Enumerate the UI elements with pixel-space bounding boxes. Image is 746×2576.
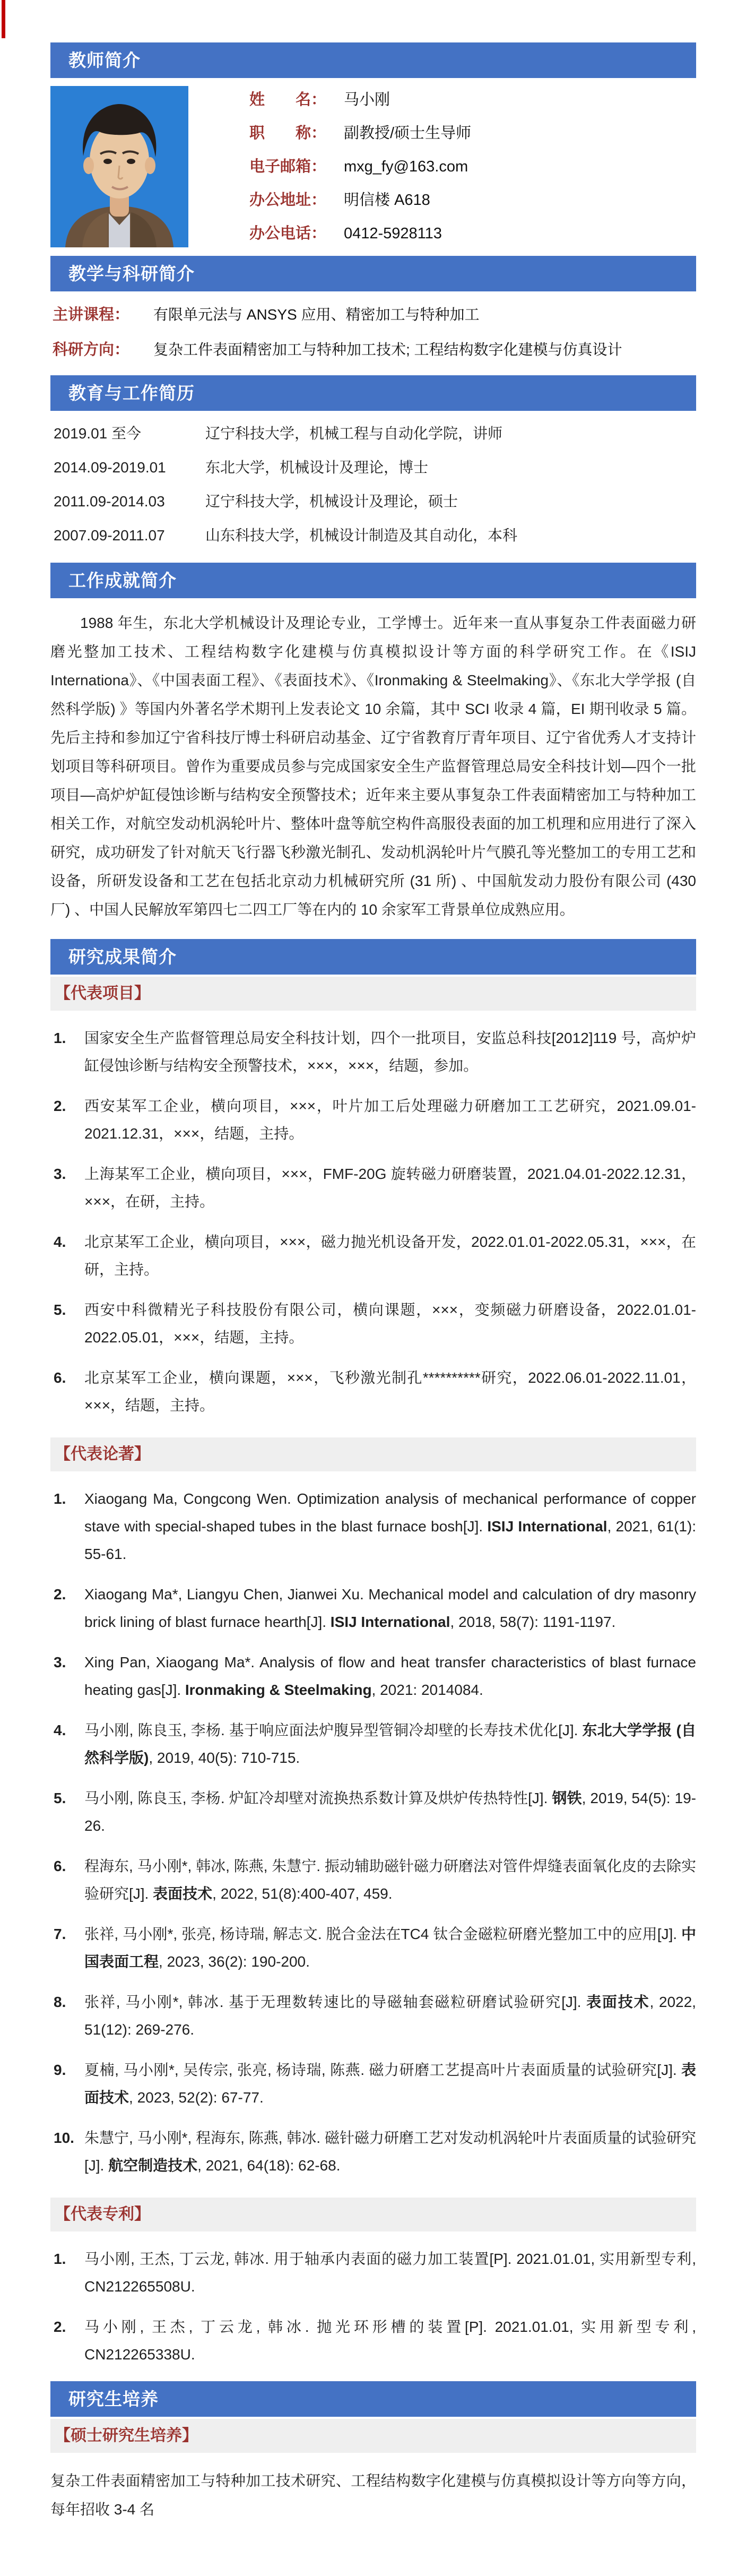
education-period: 2014.09-2019.01 [54, 459, 166, 476]
field-name-value: 马小刚 [344, 91, 391, 108]
section-banner-research-results: 研究成果简介 [50, 939, 696, 975]
paper-citation: Xing Pan, Xiaogang Ma*. Analysis of flow and heat transfer characteristics of blast furnace heating gas[J]. [84, 1654, 696, 1698]
field-email [249, 156, 696, 177]
patents-list [50, 2245, 696, 2368]
paper-journal: 钢铁 [552, 1790, 582, 1806]
project-number: 6. [54, 1369, 66, 1386]
subheader-representative-projects: 【代表项目】 [50, 977, 696, 1011]
field-title [249, 123, 696, 144]
project-item [54, 1092, 696, 1148]
paper-number: 5. [54, 1790, 66, 1806]
projects-list [50, 1024, 696, 1419]
graduate-training-text: 复杂工件表面精密加工与特种加工技术研究、工程结构数字化建模与仿真模拟设计等方向等方向，每年招收 3-4 名 [50, 2472, 696, 2518]
paper-journal: ISIJ International [330, 1614, 450, 1630]
paper-item [54, 1717, 696, 1772]
section-banner-education-work: 教育与工作简历 [50, 375, 696, 411]
education-rows [50, 411, 696, 563]
education-row [54, 458, 696, 478]
research-direction-value: 复杂工件表面精密加工与特种加工技术; 工程结构数字化建模与仿真设计 [153, 341, 622, 358]
paper-text [84, 1485, 696, 1568]
project-text: 北京某军工企业，横向项目，×××，磁力抛光机设备开发，2022.01.01-2022.05.31，×××，在研，主持。 [84, 1234, 696, 1278]
paper-number: 10. [54, 2130, 74, 2146]
paper-number: 4. [54, 1722, 66, 1738]
paper-text [84, 1581, 696, 1636]
field-office-phone [249, 223, 696, 244]
project-number: 3. [54, 1166, 66, 1182]
teaching-courses-row [53, 303, 696, 326]
research-direction-label: 科研方向： [53, 341, 130, 358]
paper-number: 7. [54, 1926, 66, 1942]
paper-number: 9. [54, 2062, 66, 2078]
paper-item [54, 1920, 696, 1976]
project-item [54, 1024, 696, 1080]
paper-number: 8. [54, 1994, 66, 2010]
paper-text [84, 2124, 696, 2179]
paper-journal: 中国表面工程 [84, 1926, 696, 1970]
paper-citation: 张祥, 马小刚*, 韩冰. 基于无理数转速比的导磁轴套磁粒研磨试验研究[J]. [84, 1994, 587, 2010]
courses-value: 有限单元法与 ANSYS 应用、精密加工与特种加工 [153, 306, 480, 323]
section-banner-achievements: 工作成就简介 [50, 563, 696, 598]
field-title-value: 副教授/硕士生导师 [344, 125, 472, 142]
project-number: 1. [54, 1030, 66, 1046]
subheader-representative-patents: 【代表专利】 [50, 2198, 696, 2232]
education-row [54, 424, 696, 444]
education-period: 2019.01 至今 [54, 425, 141, 442]
paper-citation: 马小刚, 陈良玉, 李杨. 基于响应面法炉腹异型管铜冷却壁的长寿技术优化[J]. [84, 1722, 583, 1738]
paper-journal: Ironmaking & Steelmaking [185, 1682, 372, 1698]
project-item [54, 1364, 696, 1419]
paper-item [54, 1485, 696, 1568]
profile-fields [188, 86, 696, 247]
paper-journal: 航空制造技术 [108, 2157, 198, 2174]
courses-label: 主讲课程： [53, 306, 130, 323]
paper-item [54, 1988, 696, 2044]
patent-item [54, 2245, 696, 2301]
paper-number: 3. [54, 1654, 66, 1670]
patent-number: 2. [54, 2319, 66, 2335]
project-number: 4. [54, 1234, 66, 1250]
field-office-address [249, 189, 696, 211]
education-desc: 山东科技大学，机械设计制造及其自动化，本科 [205, 527, 518, 544]
field-email-label: 电子邮箱： [249, 158, 327, 175]
paper-number: 6. [54, 1858, 66, 1874]
paper-journal: 东北大学学报 (自然科学版) [84, 1722, 697, 1766]
subheader-master-training: 【硕士研究生培养】 [50, 2419, 696, 2453]
education-period: 2007.09-2011.07 [54, 527, 165, 544]
paper-citation-tail: , 2022, 51(8):400-407, 459. [212, 1885, 393, 1902]
field-title-label: 职 称： [249, 125, 327, 142]
paper-citation-tail: , 2023, 52(2): 67-77. [129, 2089, 264, 2106]
education-desc: 辽宁科技大学，机械设计及理论，硕士 [205, 493, 458, 510]
research-direction-row [53, 338, 696, 361]
field-office-phone-label: 办公电话： [249, 225, 327, 242]
page-edge-red-mark [2, 0, 5, 38]
paper-journal: 表面技术 [586, 1994, 650, 2010]
project-text: 西安某军工企业，横向项目，×××，叶片加工后处理磁力研磨加工工艺研究，2021.09.01-2021.12.31，×××，结题，主持。 [84, 1098, 696, 1142]
paper-journal: 表面技术 [84, 2062, 696, 2106]
paper-citation: Xiaogang Ma*, Liangyu Chen, Jianwei Xu. Mechanical model and calculation of dry masonry brick lining of blast furnace hearth[J]. [84, 1586, 696, 1630]
paper-citation: 夏楠, 马小刚*, 吴传宗, 张亮, 杨诗瑞, 陈燕. 磁力研磨工艺提高叶片表面质量的试验研究[J]. [84, 2062, 681, 2078]
paper-text [84, 2056, 696, 2112]
paper-citation: 张祥, 马小刚*, 张亮, 杨诗瑞, 解志文. 脱合金法在TC4 钛合金磁粒研磨光整加工中的应用[J]. [84, 1926, 681, 1942]
paper-item [54, 2056, 696, 2112]
project-item [54, 1228, 696, 1283]
paper-item [54, 2124, 696, 2179]
field-office-phone-value: 0412-5928113 [344, 225, 442, 242]
education-desc: 辽宁科技大学，机械工程与自动化学院，讲师 [205, 425, 503, 442]
paper-text [84, 1988, 696, 2044]
paper-number: 1. [54, 1491, 66, 1507]
section-banner-teaching-research: 教学与科研简介 [50, 256, 696, 291]
paper-item [54, 1853, 696, 1908]
project-number: 2. [54, 1098, 66, 1114]
patent-text: 马小刚, 王杰, 丁云龙, 韩冰. 用于轴承内表面的磁力加工装置[P]. 2021.01.01, 实用新型专利, CN212265508U. [84, 2251, 696, 2295]
project-item [54, 1296, 696, 1351]
paper-number: 2. [54, 1586, 66, 1603]
paper-citation-tail: , 2019, 40(5): 710-715. [149, 1750, 300, 1766]
project-text: 北京某军工企业，横向课题，×××，飞秒激光制孔**********研究，2022.06.01-2022.11.01，×××，结题，主持。 [84, 1369, 696, 1414]
project-text: 西安中科微精光子科技股份有限公司，横向课题，×××，变频磁力研磨设备，2022.01.01-2022.05.01，×××，结题，主持。 [84, 1302, 696, 1346]
education-desc: 东北大学，机械设计及理论，博士 [205, 459, 429, 476]
paper-citation: Xiaogang Ma, Congcong Wen. Optimization analysis of mechanical performance of copper stave with special-shaped tubes in the blast furnace bosh[J]. [84, 1491, 696, 1535]
teacher-profile-page [50, 0, 696, 2576]
paper-text [84, 1920, 696, 1976]
profile-section [50, 86, 696, 247]
field-name-label: 姓 名： [249, 91, 327, 108]
paper-item [54, 1649, 696, 1704]
profile-photo [50, 86, 188, 247]
paper-journal: 表面技术 [153, 1885, 213, 1902]
patent-number: 1. [54, 2251, 66, 2267]
paper-text [84, 1717, 696, 1772]
project-text: 上海某军工企业，横向项目，×××，FMF-20G 旋转磁力研磨装置，2021.04.01-2022.12.31，×××，在研，主持。 [84, 1166, 696, 1210]
education-row [54, 492, 696, 512]
teaching-rows [50, 291, 696, 375]
paper-citation: 马小刚, 陈良玉, 李杨. 炉缸冷却壁对流换热系数计算及烘炉传热特性[J]. [84, 1790, 552, 1806]
paper-citation: 程海东, 马小刚*, 韩冰, 陈燕, 朱慧宁. 振动辅助磁针磁力研磨法对管件焊缝表面氧化皮的去除实验研究[J]. [84, 1858, 696, 1902]
paper-item [54, 1581, 696, 1636]
paper-item [54, 1785, 696, 1840]
paper-text [84, 1649, 696, 1704]
paper-citation-tail: , 2019, 54(5): 19-26. [84, 1790, 696, 1834]
education-period: 2011.09-2014.03 [54, 493, 165, 510]
paper-journal: ISIJ International [487, 1518, 608, 1535]
patent-text: 马小刚, 王杰, 丁云龙, 韩冰. 抛光环形槽的装置[P]. 2021.01.01, 实用新型专利, CN212265338U. [84, 2319, 696, 2363]
project-number: 5. [54, 1302, 66, 1318]
project-item [54, 1160, 696, 1216]
section-banner-teacher-intro: 教师简介 [50, 42, 696, 78]
subheader-representative-papers: 【代表论著】 [50, 1437, 696, 1471]
paper-citation-tail: , 2021: 2014084. [371, 1682, 483, 1698]
field-name [249, 89, 696, 110]
paper-citation-tail: , 2022, 51(12): 269-276. [84, 1994, 696, 2038]
field-office-address-label: 办公地址： [249, 192, 327, 209]
papers-list [50, 1485, 696, 2179]
paper-citation-tail: , 2023, 36(2): 190-200. [159, 1953, 310, 1970]
field-email-value: mxg_fy@163.com [344, 158, 469, 175]
section-banner-graduate-training: 研究生培养 [50, 2381, 696, 2417]
paper-text [84, 1853, 696, 1908]
paper-citation: 朱慧宁, 马小刚*, 程海东, 陈燕, 韩冰. 磁针磁力研磨工艺对发动机涡轮叶片表面质量的试验研究[J]. [84, 2130, 696, 2174]
patent-item [54, 2313, 696, 2368]
field-office-address-value: 明信楼 A618 [344, 192, 430, 209]
project-text: 国家安全生产监督管理总局安全科技计划，四个一批项目，安监总科技[2012]119 号，高炉炉缸侵蚀诊断与结构安全预警技术，×××，×××，结题，参加。 [84, 1030, 696, 1074]
paper-text [84, 1785, 696, 1840]
achievements-paragraph: 1988 年生，东北大学机械设计及理论专业，工学博士。近年来一直从事复杂工件表面磁力研磨光整加工技术、工程结构数字化建模与仿真模拟设计等方面的科学研究工作。在《ISIJ Internationa》、《中国表面工程》、《表面技术》、《Ironmaking & Steelmaking》、《东北大学学报 (自然科学版) 》等国内外著名学术期刊上发表论文 10 余篇，其中 SCI 收录 4 篇，EI 期刊收录 5 篇。先后主持和参加辽宁省科技厅博士科研启动基金、辽宁省教育厅青年项目、辽宁省优秀人才支持计划项目等科研项目。曾作为重要成员参与完成国家安全生产监督管理总局安全科技计划—四个一批项目—高炉炉缸侵蚀诊断与结构安全预警技术；近年来主要从事复杂工件表面精密加工与特种加工相关工作，对航空发动机涡轮叶片、整体叶盘等航空构件高服役表面的加工机理和应用进行了深入研究，成功研发了针对航天飞行器飞秒激光制孔、发动机涡轮叶片气膜孔等光整加工的专用工艺和设备，所研发设备和工艺在包括北京动力机械研究所 (31 所) 、中国航发动力股份有限公司 (430 厂) 、中国人民解放军第四七二四工厂等在内的 10 余家军工背景单位成熟应用。 [50, 615, 696, 918]
paper-citation-tail: , 2021, 64(18): 62-68. [197, 2157, 341, 2174]
education-row [54, 525, 696, 546]
paper-citation-tail: , 2018, 58(7): 1191-1197. [450, 1614, 616, 1630]
paper-citation-tail: , 2021, 61(1): 55-61. [84, 1518, 696, 1562]
